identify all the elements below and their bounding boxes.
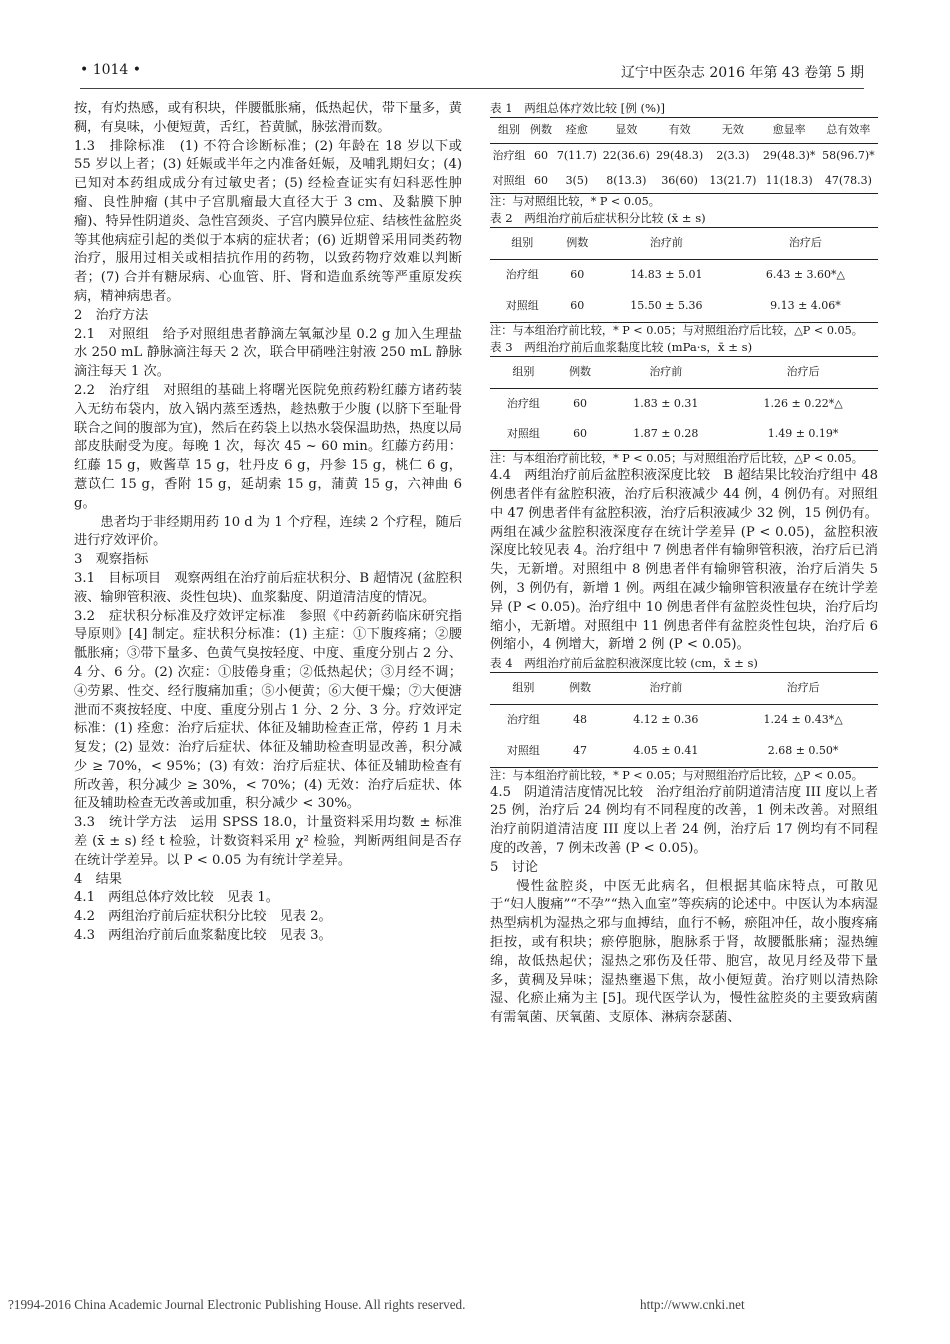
table-row — [490, 169, 878, 194]
paragraph: 1.3 排除标准 (1) 不符合诊断标准；(2) 年龄在 18 岁以下或 55 岁以上者；(3) 妊娠或半年之内准备妊娠，及哺乳期妇女；(4) 已知对本药组成成分有过敏史者；(5) 经检查证实有妇科恶性肿瘤、良性肿瘤 (其中子宫肌瘤最大直径大于 3 cm、及黏膜下肿瘤)、特异性阴道炎、急性宫颈炎、子宫内膜异位症、结核性盆腔炎等其他病症引起的类似于本病的症状者；(6) 近期曾采用同类药物治疗，服用过相关或相拮抗作用的药物，以致药物疗效难以判断者；(7) 合并有糖尿病、心血管、肝、肾和造血系统等严重原发疾病，精神病患者。 — [74, 138, 462, 304]
table-cell: 8(13.3) — [600, 169, 653, 194]
table-row — [490, 388, 878, 419]
paragraph: 3.1 目标项目 观察两组在治疗前后症状积分、B 超情况 (盆腔积液、输卵管积液、炎性包块)、血浆黏度、阴道清洁度的情况。 — [74, 570, 462, 605]
table-cell: 3(5) — [554, 169, 600, 194]
paragraph: 4.3 两组治疗前后血浆黏度比较 见表 3。 — [74, 928, 332, 944]
table-row — [490, 260, 878, 291]
section-heading: 2 治疗方法 — [74, 307, 149, 323]
table-header-cell: 治疗后 — [733, 228, 878, 260]
header-rule — [80, 88, 864, 89]
table-cell: 2.68 ± 0.50* — [728, 736, 878, 767]
table-cell: 1.24 ± 0.43*△ — [763, 712, 843, 726]
table-cell: 60 — [570, 268, 585, 282]
table-row — [490, 291, 878, 322]
table-cell: 治疗组 — [505, 268, 539, 282]
table-3-caption: 表 3 两组治疗前后血浆黏度比较 (mPa·s，x̄ ± s) — [490, 339, 753, 354]
table-cell: 对照组 — [490, 291, 555, 322]
paragraph: 按，有灼热感，或有积块，伴腰骶胀痛，低热起伏，带下量多，黄稠，有臭味，小便短黄，舌红，苔黄腻，脉弦滑而数。 — [74, 101, 462, 135]
running-header — [80, 62, 864, 86]
paragraph: 4.1 两组总体疗效比较 见表 1。 — [74, 890, 279, 906]
table-2-note: 注：与本组治疗前比较，* P < 0.05；与对照组治疗后比较，△P < 0.05。 — [490, 323, 863, 337]
table-header-cell: 愈显率 — [760, 118, 819, 144]
table-3-note: 注：与本组治疗前比较，* P < 0.05；与对照组治疗后比较，△P < 0.05。 — [490, 452, 863, 466]
table-1-caption: 表 1 两组总体疗效比较 [例 (%)] — [490, 101, 666, 115]
paragraph: 2.1 对照组 给予对照组患者静滴左氧氟沙星 0.2 g 加入生理盐水 250 mL 静脉滴注每天 2 次，联合甲硝唑注射液 250 mL 静脉滴注每天 1 次。 — [74, 326, 462, 380]
table-4-caption: 表 4 两组治疗前后盆腔积液深度比较 (cm，x̄ ± s) — [490, 656, 758, 671]
table-cell: 48 — [573, 712, 588, 726]
table-cell: 1.26 ± 0.22*△ — [763, 396, 843, 410]
table-cell: 对照组 — [490, 169, 528, 194]
table-cell: 29(48.3) — [656, 148, 704, 162]
section-heading: 4 结果 — [74, 871, 122, 887]
table-row — [490, 736, 878, 767]
left-column — [74, 100, 462, 946]
table-cell: 47 — [557, 736, 604, 767]
paragraph: 患者均于非经期用药 10 d 为 1 个疗程，连续 2 个疗程，随后进行疗效评价。 — [74, 514, 462, 549]
table-3 — [490, 356, 878, 451]
table-cell: 治疗组 — [492, 148, 526, 162]
right-column — [490, 100, 878, 1028]
table-row — [490, 419, 878, 450]
table-cell: 7(11.7) — [556, 148, 597, 162]
table-cell: 36(60) — [653, 169, 706, 194]
table-cell: 治疗组 — [506, 396, 540, 410]
table-header-cell: 组别 — [490, 673, 557, 705]
table-header-cell: 总有效率 — [819, 118, 878, 144]
table-cell: 9.13 ± 4.06* — [733, 291, 878, 322]
table-4 — [490, 672, 878, 767]
table-cell: 58(96.7)* — [822, 148, 875, 162]
section-heading: 5 讨论 — [490, 859, 538, 875]
table-cell: 1.87 ± 0.28 — [603, 419, 728, 450]
section-heading: 3 观察指标 — [74, 552, 149, 568]
table-cell: 4.05 ± 0.41 — [603, 736, 728, 767]
table-cell: 15.50 ± 5.36 — [600, 291, 733, 322]
paragraph: 4.4 两组治疗前后盆腔积液深度比较 B 超结果比较治疗组中 48 例患者伴有盆腔积液，治疗后积液减少 44 例，4 例仍有。对照组中 47 例患者伴有盆腔积液，治疗后积液减少 32 例，15 例仍有。两组在减少盆腔积液深度存在统计学差异 (P < 0.05)，盆腔积液深度比较见表 4。治疗组中 7 例患者伴有输卵管积液，治疗后已消失，无新增。对照组中 8 例患者伴有输卵管积液，治疗后消失 5 例，3 例仍有，新增 1 例。两组在减少输卵管积液量存在统计学差异 (P < 0.05)。治疗组中 10 例患者伴有盆腔炎性包块，治疗后均缩小，无新增。对照组中 11 例患者伴有盆腔炎性包块，治疗后 6 例缩小，4 例增大，新增 2 例 (P < 0.05)。 — [490, 468, 878, 653]
table-row — [490, 143, 878, 168]
table-2-caption: 表 2 两组治疗前后症状积分比较 (x̄ ± s) — [490, 211, 706, 226]
table-header-cell: 治疗前 — [600, 228, 733, 260]
table-cell: 14.83 ± 5.01 — [630, 268, 703, 282]
table-cell: 治疗组 — [506, 712, 540, 726]
journal-title: 辽宁中医杂志 2016 年第 43 卷第 5 期 — [620, 65, 864, 81]
page-number: • 1014 • — [80, 62, 142, 78]
table-header-cell: 例数 — [557, 673, 604, 705]
table-1 — [490, 117, 878, 194]
table-header-cell: 有效 — [653, 118, 706, 144]
table-cell: 6.43 ± 3.60*△ — [765, 268, 845, 282]
table-header-cell: 无效 — [706, 118, 759, 144]
paragraph: 3.2 症状积分标准及疗效评定标准 参照《中药新药临床研究指导原则》[4] 制定。症状积分标准：(1) 主症：①下腹疼痛；②腰骶胀痛；③带下量多、色黄气臭按轻度、中度、重度分别占 2 分、4 分、6 分。(2) 次症：①肢倦身重；②低热起伏；③月经不调；④劳累、性交、经行腹痛加重；⑤小便黄；⑥大便干燥；⑦大便溏泄而不爽按轻度、中度、重度分别占 1 分、2 分、3 分。疗效评定标准：(1) 痊愈：治疗后症状、体征及辅助检查正常，停药 1 月未复发；(2) 显效：治疗后症状、体征及辅助检查明显改善，积分减少 ≥ 70%，< 95%；(3) 有效：治疗后症状、体征及辅助检查有所改善，积分减少 ≥ 30%，< 70%；(4) 无效：治疗后症状、体征及辅助检查无改善或加重，积分减少 < 30%。 — [74, 608, 462, 812]
table-cell: 60 — [528, 169, 554, 194]
table-cell: 2(3.3) — [716, 148, 750, 162]
table-cell: 60 — [555, 291, 600, 322]
table-header-cell: 组别 — [490, 118, 528, 144]
table-header-cell: 例数 — [557, 356, 604, 388]
paragraph: 慢性盆腔炎，中医无此病名，但根据其临床特点，可散见于“妇人腹痛”“不孕”“热入血室”等疾病的论述中。中医认为本病湿热型病机为湿热之邪与血搏结，血行不畅，瘀阻冲任，故小腹疼痛拒按，或有积块；瘀停胞脉，胞脉系于肾，故腰骶胀痛；湿热缠绵，故低热起伏；湿热之邪伤及任带、胞宫，故见月经及带下量多，黄稠及异味；湿热壅遏下焦，故小便短黄。治疗则以清热除湿、化瘀止痛为主 [5]。现代医学认为，慢性盆腔炎的主要致病菌有需氧菌、厌氧菌、支原体、淋病奈瑟菌、 — [490, 878, 878, 1026]
table-header-cell: 治疗前 — [603, 356, 728, 388]
table-cell: 29(48.3)* — [762, 148, 816, 162]
table-1-note: 注：与对照组比较，* P < 0.05。 — [490, 195, 660, 209]
table-cell: 11(18.3) — [760, 169, 819, 194]
table-header-cell: 显效 — [600, 118, 653, 144]
table-cell: 60 — [573, 396, 588, 410]
table-header-cell: 治疗前 — [603, 673, 728, 705]
footer-link[interactable]: http://www.cnki.net — [640, 1297, 745, 1312]
table-header-cell: 组别 — [490, 228, 555, 260]
paragraph: 3.3 统计学方法 运用 SPSS 18.0，计量资料采用均数 ± 标准差 (x̄ ± s) 经 t 检验，计数资料采用 χ² 检验，判断两组间是否存在统计学差异。以 P < 0.05 为有统计学差异。 — [74, 815, 462, 868]
table-cell: 4.12 ± 0.36 — [633, 712, 699, 726]
table-row — [490, 704, 878, 735]
table-header-cell: 治疗后 — [728, 673, 878, 705]
table-cell: 22(36.6) — [602, 148, 650, 162]
table-2 — [490, 227, 878, 322]
copyright-notice: ?1994-2016 China Academic Journal Electronic Publishing House. All rights reserved. — [8, 1297, 466, 1312]
table-header-cell: 痊愈 — [554, 118, 600, 144]
table-cell: 1.49 ± 0.19* — [728, 419, 878, 450]
table-cell: 1.83 ± 0.31 — [633, 396, 699, 410]
table-cell: 60 — [557, 419, 604, 450]
table-cell: 60 — [534, 148, 548, 162]
paragraph: 4.5 阴道清洁度情况比较 治疗组治疗前阴道清洁度 III 度以上者 25 例，治疗后 24 例均有不同程度的改善，1 例未改善。对照组治疗前阴道清洁度 III 度以上者 24 例，治疗后 17 例均有不同程度的改善，7 例未改善 (P < 0.05)。 — [490, 784, 878, 856]
table-header-cell: 例数 — [528, 118, 554, 144]
table-cell: 对照组 — [490, 736, 557, 767]
table-cell: 对照组 — [490, 419, 557, 450]
table-cell: 13(21.7) — [706, 169, 759, 194]
paragraph: 2.2 治疗组 对照组的基础上将曙光医院免煎药粉红藤方诸药装入无纺布袋内，放入锅内蒸至透热，趁热敷于少腹 (以脐下至耻骨联合之间的腹部为宜)，然后在药袋上以热水袋保温助热，热度以局部皮肤耐受为度。每晚 1 次，每次 45 ~ 60 min。红藤方药用：红藤 15 g，败酱草 15 g，牡丹皮 6 g，丹参 15 g，桃仁 6 g，薏苡仁 15 g，香附 15 g，延胡索 15 g，蒲黄 15 g，六神曲 6 g。 — [74, 382, 462, 511]
table-header-cell: 组别 — [490, 356, 557, 388]
table-header-cell: 治疗后 — [728, 356, 878, 388]
table-4-note: 注：与本组治疗前比较，* P < 0.05；与对照组治疗后比较，△P < 0.05。 — [490, 768, 863, 782]
paragraph: 4.2 两组治疗前后症状积分比较 见表 2。 — [74, 909, 332, 925]
table-header-cell: 例数 — [555, 228, 600, 260]
table-cell: 47(78.3) — [819, 169, 878, 194]
